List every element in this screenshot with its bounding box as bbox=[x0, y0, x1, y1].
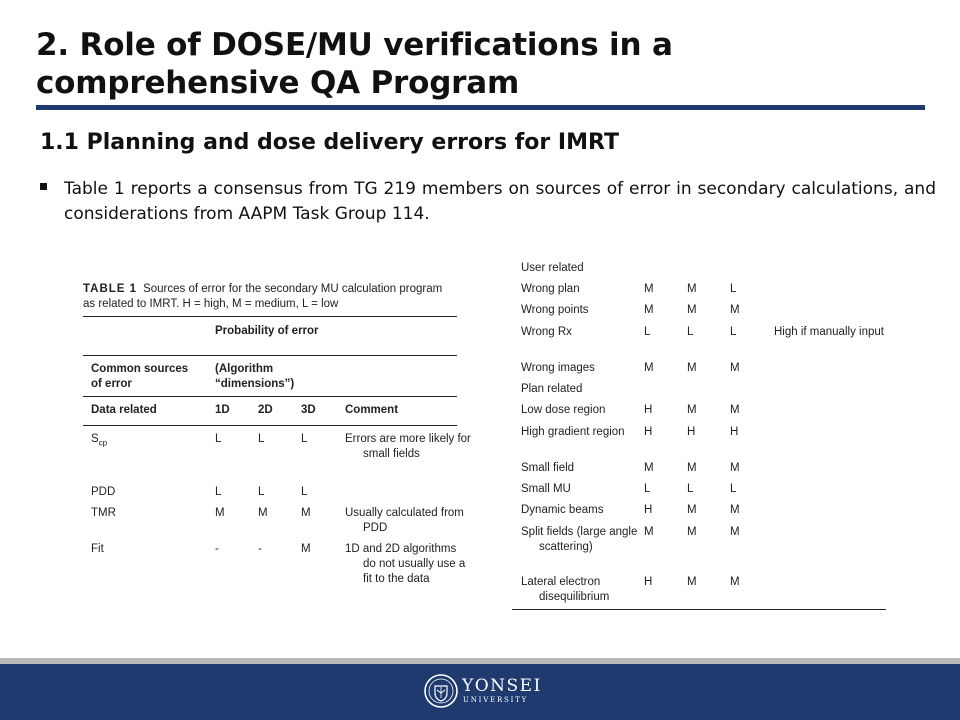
row-1d: L bbox=[215, 433, 222, 445]
header-data-related: Data related bbox=[91, 404, 157, 416]
table-1-continued bbox=[512, 258, 886, 609]
row-1d: M bbox=[644, 362, 654, 374]
row-comment: 1D and 2D algorithms do not usually use a fit to the data bbox=[345, 543, 466, 585]
row-source: Small field bbox=[521, 462, 575, 474]
row-2d: M bbox=[687, 404, 697, 416]
header-2d: 2D bbox=[258, 404, 273, 416]
table-row bbox=[512, 400, 886, 421]
row-1d: M bbox=[644, 283, 654, 295]
row-2d: M bbox=[687, 526, 697, 538]
table-row bbox=[512, 379, 886, 400]
table-row bbox=[83, 426, 471, 483]
row-3d: M bbox=[730, 304, 740, 316]
table-row bbox=[83, 540, 466, 606]
row-2d: L bbox=[258, 433, 265, 445]
row-source: $S_{cp}$ bbox=[91, 433, 108, 448]
row-source: Wrong points bbox=[521, 304, 589, 316]
slide-title: 2. Role of DOSE/MU verifications in a comprehensive QA Program bbox=[36, 27, 673, 101]
row-source: Small MU bbox=[521, 483, 571, 495]
row-3d: M bbox=[730, 504, 740, 516]
row-3d: L bbox=[730, 326, 737, 338]
table-caption bbox=[83, 282, 457, 312]
table-row bbox=[512, 300, 886, 321]
header-probability: Probability of error bbox=[215, 325, 319, 337]
row-1d: M bbox=[644, 304, 654, 316]
table-label: TABLE 1 bbox=[83, 283, 138, 295]
row-3d: H bbox=[730, 426, 739, 438]
table-row bbox=[512, 358, 886, 379]
row-source: Dynamic beams bbox=[521, 504, 604, 516]
row-3d: L bbox=[301, 433, 308, 445]
row-1d: H bbox=[644, 504, 653, 516]
row-2d: M bbox=[687, 304, 697, 316]
row-2d: M bbox=[687, 576, 697, 588]
bullet-item bbox=[40, 177, 936, 227]
row-1d: M bbox=[644, 526, 654, 538]
row-source: Fit bbox=[91, 543, 104, 555]
row-2d: M bbox=[687, 283, 697, 295]
row-3d: M bbox=[730, 462, 740, 474]
title-underline bbox=[36, 105, 925, 110]
row-2d: M bbox=[687, 462, 697, 474]
row-source: Plan related bbox=[521, 383, 583, 395]
row-source: High gradient region bbox=[521, 426, 625, 438]
header-row-sources bbox=[83, 356, 457, 396]
row-comment: High if manually input bbox=[774, 326, 884, 338]
row-source-subscript: cp bbox=[98, 438, 108, 448]
row-2d: L bbox=[687, 483, 694, 495]
table-row bbox=[512, 279, 886, 300]
header-1d: 1D bbox=[215, 404, 230, 416]
row-2d: H bbox=[687, 426, 696, 438]
table-row bbox=[512, 321, 886, 358]
header-common-sources: Common sources of error bbox=[91, 363, 189, 390]
row-3d: M bbox=[301, 543, 311, 555]
row-source: Lateral electron disequilibrium bbox=[521, 576, 610, 603]
row-3d: L bbox=[301, 486, 308, 498]
table-row bbox=[512, 421, 886, 458]
row-source: Low dose region bbox=[521, 404, 606, 416]
table-row bbox=[512, 458, 886, 479]
row-3d: M bbox=[730, 576, 740, 588]
table-row bbox=[512, 500, 886, 521]
table-1 bbox=[83, 282, 471, 606]
row-source: User related bbox=[521, 262, 584, 274]
header-row-probability bbox=[83, 317, 457, 355]
table-caption-text: Sources of error for the secondary MU calculation program as related to IMRT. H = high, M = medium, L = low bbox=[83, 283, 443, 310]
row-1d: L bbox=[215, 486, 222, 498]
row-1d: M bbox=[644, 462, 654, 474]
row-2d: M bbox=[258, 507, 268, 519]
table-row bbox=[83, 483, 457, 504]
row-2d: L bbox=[258, 486, 265, 498]
university-logo bbox=[424, 674, 564, 708]
table-row bbox=[512, 521, 886, 573]
section-subtitle: 1.1 Planning and dose delivery errors for IMRT bbox=[40, 130, 619, 155]
row-3d: L bbox=[730, 283, 737, 295]
row-1d: - bbox=[215, 543, 219, 555]
table-row bbox=[512, 258, 886, 279]
header-algorithm-dimensions: (Algorithm “dimensions”) bbox=[215, 363, 295, 390]
row-source: TMR bbox=[91, 507, 116, 519]
table-row bbox=[512, 479, 886, 500]
row-3d: M bbox=[301, 507, 311, 519]
row-source: PDD bbox=[91, 486, 116, 498]
row-source: Split fields (large angle scattering) bbox=[521, 526, 638, 553]
row-1d: H bbox=[644, 426, 653, 438]
table-bottom-rule bbox=[512, 609, 886, 610]
header-3d: 3D bbox=[301, 404, 316, 416]
square-bullet-icon bbox=[40, 183, 47, 190]
row-comment: Errors are more likely for small fields bbox=[345, 433, 471, 460]
row-2d: L bbox=[687, 326, 694, 338]
bullet-text: Table 1 reports a consensus from TG 219 members on sources of error in secondary calculations, and considerations from AAPM Task Group 114. bbox=[64, 179, 936, 224]
table-row bbox=[512, 573, 886, 609]
header-comment: Comment bbox=[345, 404, 399, 416]
row-1d: H bbox=[644, 576, 653, 588]
row-3d: M bbox=[730, 404, 740, 416]
row-3d: L bbox=[730, 483, 737, 495]
row-2d: M bbox=[687, 504, 697, 516]
row-1d: M bbox=[215, 507, 225, 519]
university-seal-icon bbox=[424, 674, 458, 708]
row-1d: H bbox=[644, 404, 653, 416]
row-3d: M bbox=[730, 362, 740, 374]
row-1d: L bbox=[644, 326, 651, 338]
row-source: Wrong images bbox=[521, 362, 595, 374]
row-1d: L bbox=[644, 483, 651, 495]
row-source: Wrong Rx bbox=[521, 326, 572, 338]
row-2d: - bbox=[258, 543, 262, 555]
row-3d: M bbox=[730, 526, 740, 538]
row-source: Wrong plan bbox=[521, 283, 580, 295]
table-row bbox=[83, 504, 464, 540]
row-comment: Usually calculated from PDD bbox=[345, 507, 464, 534]
header-row-columns bbox=[83, 397, 457, 425]
row-2d: M bbox=[687, 362, 697, 374]
logo-name: YONSEI bbox=[462, 676, 542, 696]
logo-subtitle: UNIVERSITY bbox=[463, 696, 529, 704]
